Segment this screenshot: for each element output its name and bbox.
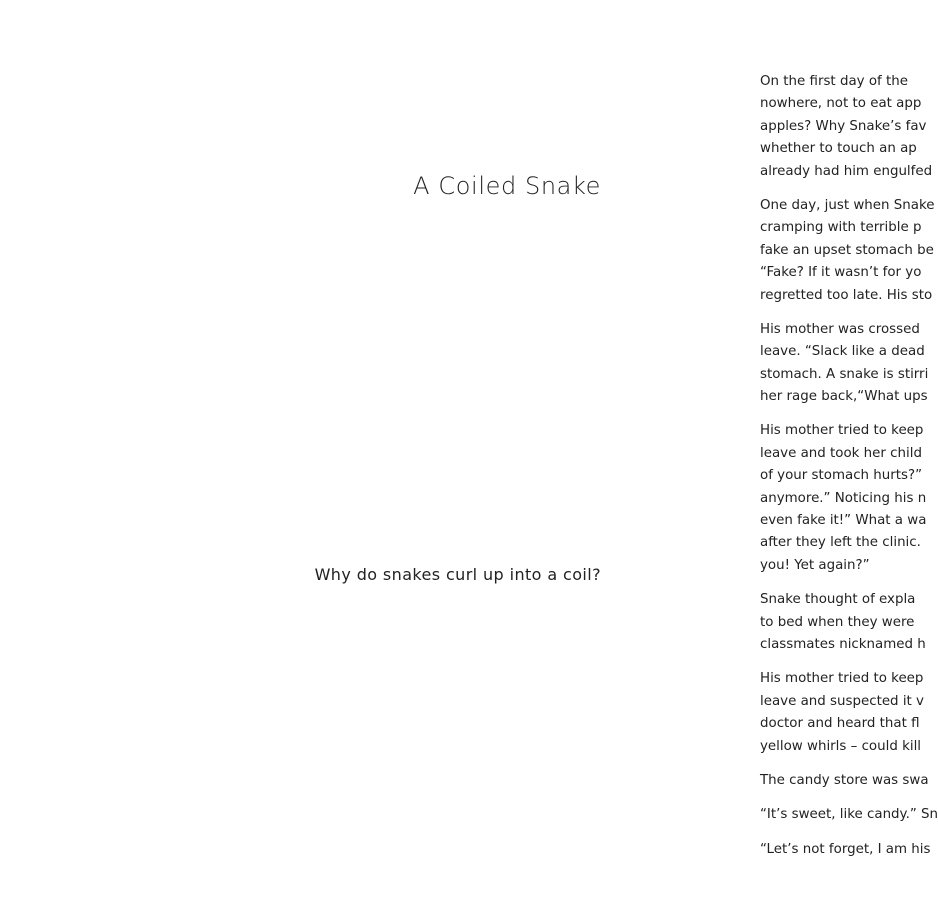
text-line: His mother tried to keep [760,671,924,687]
paragraph [760,589,926,656]
paragraph [760,195,935,307]
text-line: leave and took her child [760,445,922,461]
paragraph [760,668,924,758]
text-line: “Let’s not forget, I am his [760,841,931,857]
text-line: you! Yet again?” [760,557,870,573]
story-question: Why do snakes curl up into a coil? [314,565,601,584]
text-line: leave. “Slack like a dead [760,344,925,360]
text-line: yellow whirls – could kill [760,738,922,754]
text-line: apples? Why Snake’s fav [760,118,927,134]
paragraph [760,71,933,183]
text-line: “It’s sweet, like candy.” Sn [760,807,938,823]
paragraph [760,804,938,826]
text-line: The candy store was swa [760,772,929,788]
text-line: already had him engulfed [760,163,933,179]
text-line: doctor and heard that fl [760,716,920,732]
paragraph [760,770,929,792]
story-title: A Coiled Snake [413,172,601,200]
text-line: to bed when they were [760,614,915,630]
paragraph [760,319,929,409]
text-line: of your stomach hurts?” [760,468,923,484]
text-line: “Fake? If it wasn’t for yo [760,265,922,281]
text-line: cramping with terrible p [760,220,922,236]
text-line: Snake thought of expla [760,592,916,608]
text-line: even fake it!” What a wa [760,513,927,529]
text-line: classmates nicknamed h [760,636,926,652]
text-line: anymore.” Noticing his n [760,490,927,506]
text-line: stomach. A snake is stirri [760,366,929,382]
text-line: leave and suspected it v [760,693,924,709]
text-line: fake an upset stomach be [760,242,934,258]
text-line: On the first day of the [760,74,908,89]
text-line: whether to touch an ap [760,141,917,157]
text-line: nowhere, not to eat app [760,96,922,112]
text-line: His mother was crossed [760,321,920,337]
text-line: her rage back,“What ups [760,389,928,405]
text-line: after they left the clinic. [760,535,921,551]
paragraph [760,839,931,861]
right-page-text [760,71,938,920]
text-line: One day, just when Snake [760,197,935,213]
paragraph [760,420,927,577]
text-line: regretted too late. His sto [760,287,933,303]
text-line: His mother tried to keep [760,423,924,439]
